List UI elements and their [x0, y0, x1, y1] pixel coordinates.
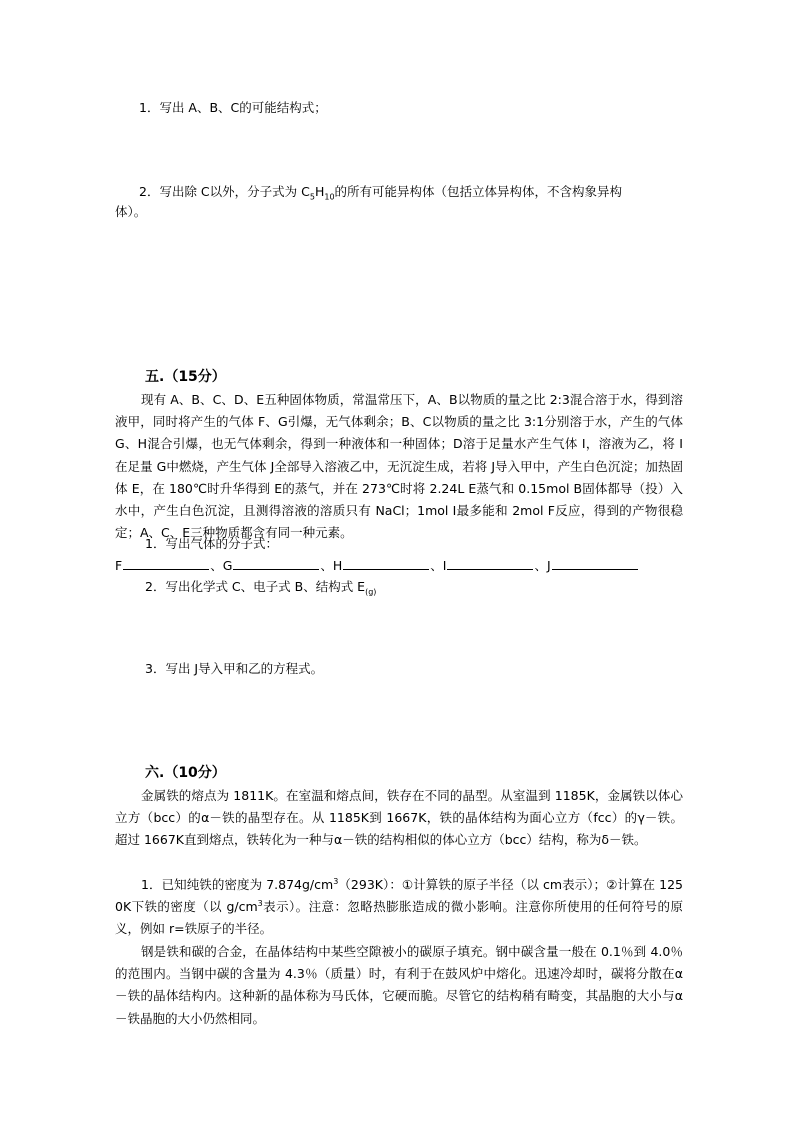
- section-5-question-3: 3．写出 J导入甲和乙的方程式。: [145, 661, 324, 676]
- blank-label-j: 、J: [534, 558, 551, 573]
- section-6-paragraph-1: 金属铁的熔点为 1811K。在室温和熔点间，铁存在不同的晶型。从室温到 1185K，金属铁以体心立方（bcc）的α－铁的晶型存在。从 1185K到 1667K，铁的晶体结构为面心立方（fcc）的γ－铁。超过 1667K直到熔点，铁转化为一种与α－铁的结构相似的体心立方（bcc）结构，称为δ－铁。: [115, 788, 683, 848]
- blank-label-g: 、G: [210, 558, 233, 573]
- blank-label-f: F: [115, 558, 123, 573]
- answer-blank-h[interactable]: [343, 557, 429, 570]
- section-5-body: 现有 A、B、C、D、E五种固体物质，常温常压下，A、B以物质的量之比 2:3混合溶于水，得到溶液甲，同时将产生的气体 F、G引爆，无气体剩余；B、C以物质的量之比 3:1分别溶于水，产生的气体 G、H混合引爆，也无气体剩余，得到一种液体和一种固体；D溶于足量水产生气体 I，溶液为乙，将 I在足量 G中燃烧，产生气体 J全部导入溶液乙中，无沉淀生成，若将 J导入甲中，产生白色沉淀；加热固体 E，在 180℃时升华得到 E的蒸气，并在 273℃时将 2.24L E蒸气和 0.15mol B固体都导（投）入水中，产生白色沉淀，且测得溶液的溶质只有 NaCl；1mol I最多能和 2mol F反应，得到的产物很稳定；A、C、E三种物质都含有同一种元素。: [115, 392, 683, 541]
- section-5-title: 五.（15分）: [145, 369, 226, 385]
- question-2-isomers: 2．写出除 C以外，分子式为 $C_5H_{10}$的所有可能异构体（包括立体异构体，不含构象异构: [139, 184, 623, 202]
- section-6-paragraph-3: 钢是铁和碳的合金，在晶体结构中某些空隙被小的碳原子填充。钢中碳含量一般在 0.1％到 4.0％的范围内。当钢中碳的含量为 4.3％（质量）时，有利于在鼓风炉中熔化。迅速冷却时，碳将分散在α－铁的晶体结构内。这种新的晶体称为马氏体，它硬而脆。尽管它的结构稍有畸变，其晶胞的大小与α－铁晶胞的大小仍然相同。: [115, 944, 683, 1026]
- section-5-question-2: 2．写出化学式 C、电子式 B、结构式 $E_{(g)}$: [145, 579, 377, 597]
- section-5-question-1: 1．写出气体的分子式：: [145, 536, 278, 551]
- blank-label-i: 、I: [430, 558, 447, 573]
- gas-formula-blanks: [115, 557, 639, 575]
- blank-label-h: 、H: [320, 558, 343, 573]
- answer-blank-g[interactable]: [233, 557, 319, 570]
- question-2-isomers-cont: 体）。: [115, 204, 147, 219]
- answer-blank-i[interactable]: [447, 557, 533, 570]
- answer-blank-f[interactable]: [123, 557, 209, 570]
- section-6-title: 六.（10分）: [145, 765, 226, 781]
- section-6-paragraph-2: 1．已知纯铁的密度为 $7.874g/cm^3(293K)$：①计算铁的原子半径（以 cm表示）；②计算在 1250K下铁的密度（以 $g/cm^3$表示）。注意：忽略热膨胀造成的微小影响。注意你所使用的任何符号的原义，例如 r=铁原子的半径。: [115, 876, 683, 937]
- question-1-structures: 1．写出 A、B、C的可能结构式；: [139, 100, 327, 115]
- answer-blank-j[interactable]: [552, 557, 638, 570]
